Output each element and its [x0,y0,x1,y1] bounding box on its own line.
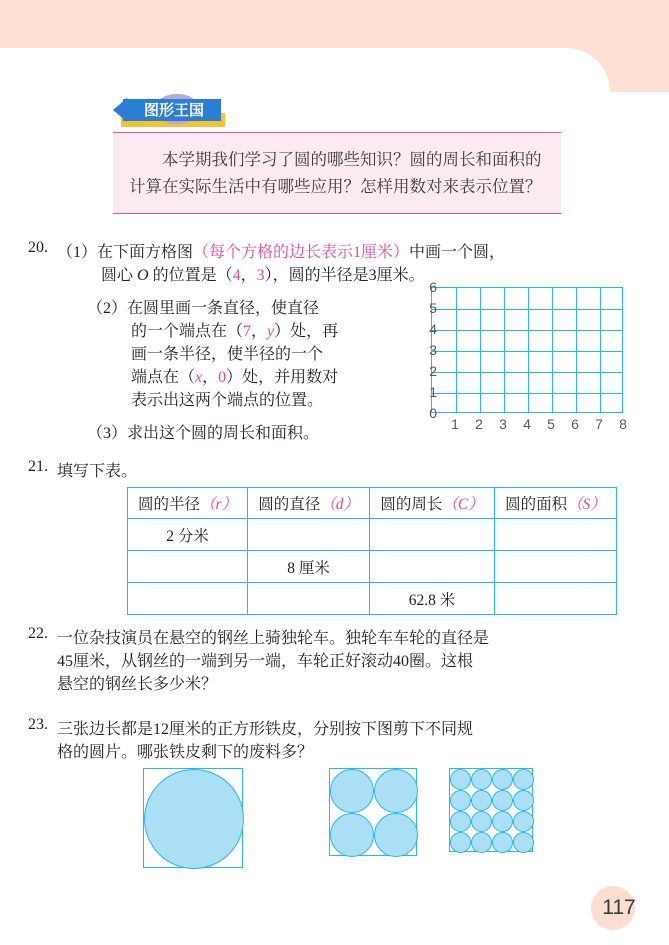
question-20-number: 20. [28,239,48,256]
question-23-number: 23. [28,716,48,733]
table-row [128,583,617,615]
question-20-part-1-line-2 [57,262,617,285]
table-cell [370,519,495,551]
text-segment: 在圆里画一条直径，使直径 [127,300,320,317]
grid-x-tick-label: 2 [475,416,483,432]
question-20-part-1-line-1 [57,239,617,262]
column-header-symbol: （r） [200,496,238,513]
circle-cutout [450,790,471,811]
circle-cutout [450,769,471,790]
table-column-header [494,488,616,519]
text-segment: 0 [218,369,227,386]
text-segment: O [137,267,149,284]
circle-measurements-table [127,487,617,615]
table-header-row [128,488,617,519]
square-one-circle [143,768,243,868]
question-21-body [57,458,617,481]
square-four-circles [329,768,417,856]
table-cell [370,551,495,583]
grid-line-horizontal [432,309,622,310]
text-segment: 3 [256,267,265,284]
text-segment: 三张边长都是12厘米的正方形铁皮，分别按下图剪下不同规 [57,721,474,738]
grid-x-tick-label: 7 [595,416,603,432]
text-segment: （每个方格的边长表示1厘米） [193,244,410,261]
circle-cutout [374,813,418,857]
table-column-header [128,488,248,519]
question-23-body-line-1 [57,716,627,739]
circle-cutout [471,790,492,811]
circle-cutout [513,811,534,832]
text-segment: （1） [57,244,98,261]
table-row [128,519,617,551]
text-segment: 端点在（ [131,369,196,386]
table-body [128,519,617,615]
grid-x-tick-label: 3 [499,416,507,432]
table-cell: 8 厘米 [248,551,370,583]
table-cell [248,519,370,551]
circle-cutout [450,832,471,853]
text-segment: （2） [87,300,128,317]
text-segment: 求出这个圆的周长和面积。 [127,425,320,442]
column-header-symbol: （C） [442,496,484,513]
page-number-block [591,886,647,930]
column-header-text: 圆的周长 [380,496,443,513]
circle-cutout [492,769,513,790]
page-number: 117 [602,896,636,919]
text-segment: 在下面方格图 [97,244,194,261]
column-header-text: 圆的半径 [138,496,201,513]
text-segment: 45厘米，从钢丝的一端到另一端，车轮正好滚动40圈。这根 [57,653,474,670]
circle-cutout [513,790,534,811]
text-segment: x [195,369,203,386]
grid-x-tick-label: 8 [619,416,627,432]
text-segment: 中画一个圆， [409,244,506,261]
column-header-text: 圆的直径 [258,496,321,513]
table-cell: 62.8 米 [370,583,495,615]
question-22-body [57,625,627,694]
grid-y-tick-label: 6 [429,279,437,295]
text-segment: 圆心 [101,267,138,284]
text-segment: 的位置是（ [148,267,233,284]
grid-y-tick-label: 3 [429,342,437,358]
section-badge-label: 图形王国 [143,101,204,119]
text-segment: （3） [87,425,128,442]
grid-x-tick-label: 4 [523,416,531,432]
question-21-number: 21. [28,458,48,475]
intro-text: 本学期我们学习了圆的哪些知识？圆的周长和面积的计算在实际生活中有哪些应用？怎样用数对来表示位置？ [129,150,542,196]
grid-y-tick-label: 0 [429,405,437,421]
column-header-symbol: （d） [320,496,359,513]
text-segment: ， [240,267,257,284]
grid-y-tick-label: 2 [429,363,437,379]
table-cell [494,519,616,551]
table-column-header [370,488,495,519]
circle-cutout [330,813,374,857]
text-segment: ， [202,369,219,386]
grid-plot-area [431,287,623,413]
grid-line-horizontal [432,351,622,352]
circle-cutout [471,811,492,832]
text-segment: ， [251,323,268,340]
circle-cutout [492,832,513,853]
text-segment: ）处，再 [274,323,339,340]
text-segment: 4 [232,267,241,284]
table-cell [128,583,248,615]
text-segment: 一位杂技演员在悬空的钢丝上骑独轮车。独轮车车轮的直径是 [57,630,490,647]
circle-cutout [492,790,513,811]
text-segment: ），圆的半径是3厘米。 [264,267,425,284]
circle-cutout [450,811,471,832]
table-row [128,551,617,583]
intro-question-box [113,132,561,214]
question-22-number: 22. [28,625,48,642]
table-column-header [248,488,370,519]
grid-x-tick-label: 1 [451,416,459,432]
section-badge [113,96,233,130]
intro-panel [113,96,561,214]
square-sixteen-circles [449,768,533,852]
text-segment: ）处，并用数对 [226,369,339,386]
grid-y-tick-label: 4 [429,321,437,337]
grid-x-tick-label: 6 [571,416,579,432]
question-23-body-line-2 [57,739,627,762]
question-23-body [57,716,627,762]
question-22-body-line-1 [57,625,627,648]
circle-cutout [374,769,418,813]
sheet-metal-figures [143,768,533,868]
table-cell [494,583,616,615]
table-cell: 2 分米 [128,519,248,551]
grid-line-horizontal [432,330,622,331]
table-cell [128,551,248,583]
circle-cutout [492,811,513,832]
text-segment: y [267,323,275,340]
grid-x-tick-label: 5 [547,416,555,432]
circle-cutout [513,769,534,790]
text-segment: 画一条半径，使半径的一个 [131,346,324,363]
question-21-body-line-1 [57,458,617,481]
question-22-body-line-2 [57,648,627,671]
column-header-text: 圆的面积 [505,496,568,513]
column-header-symbol: （S） [567,496,606,513]
circle-cutout [471,832,492,853]
text-segment: 填写下表。 [57,463,138,480]
question-22-body-line-3 [57,671,627,694]
table-cell [494,551,616,583]
circle-cutout [513,832,534,853]
circle-cutout [144,769,244,869]
text-segment: 格的圆片。哪张铁皮剩下的废料多？ [57,744,314,761]
circle-cutout [471,769,492,790]
text-segment: 7 [243,323,252,340]
grid-y-tick-label: 1 [429,384,437,400]
grid-line-horizontal [432,393,622,394]
grid-y-tick-label: 5 [429,300,437,316]
text-segment: 的一个端点在（ [131,323,244,340]
coordinate-grid-figure [404,279,636,445]
table-cell [248,583,370,615]
text-segment: 表示出这两个端点的位置。 [131,392,324,409]
grid-line-horizontal [432,372,622,373]
text-segment: 悬空的钢丝长多少米？ [57,676,218,693]
circle-cutout [330,769,374,813]
